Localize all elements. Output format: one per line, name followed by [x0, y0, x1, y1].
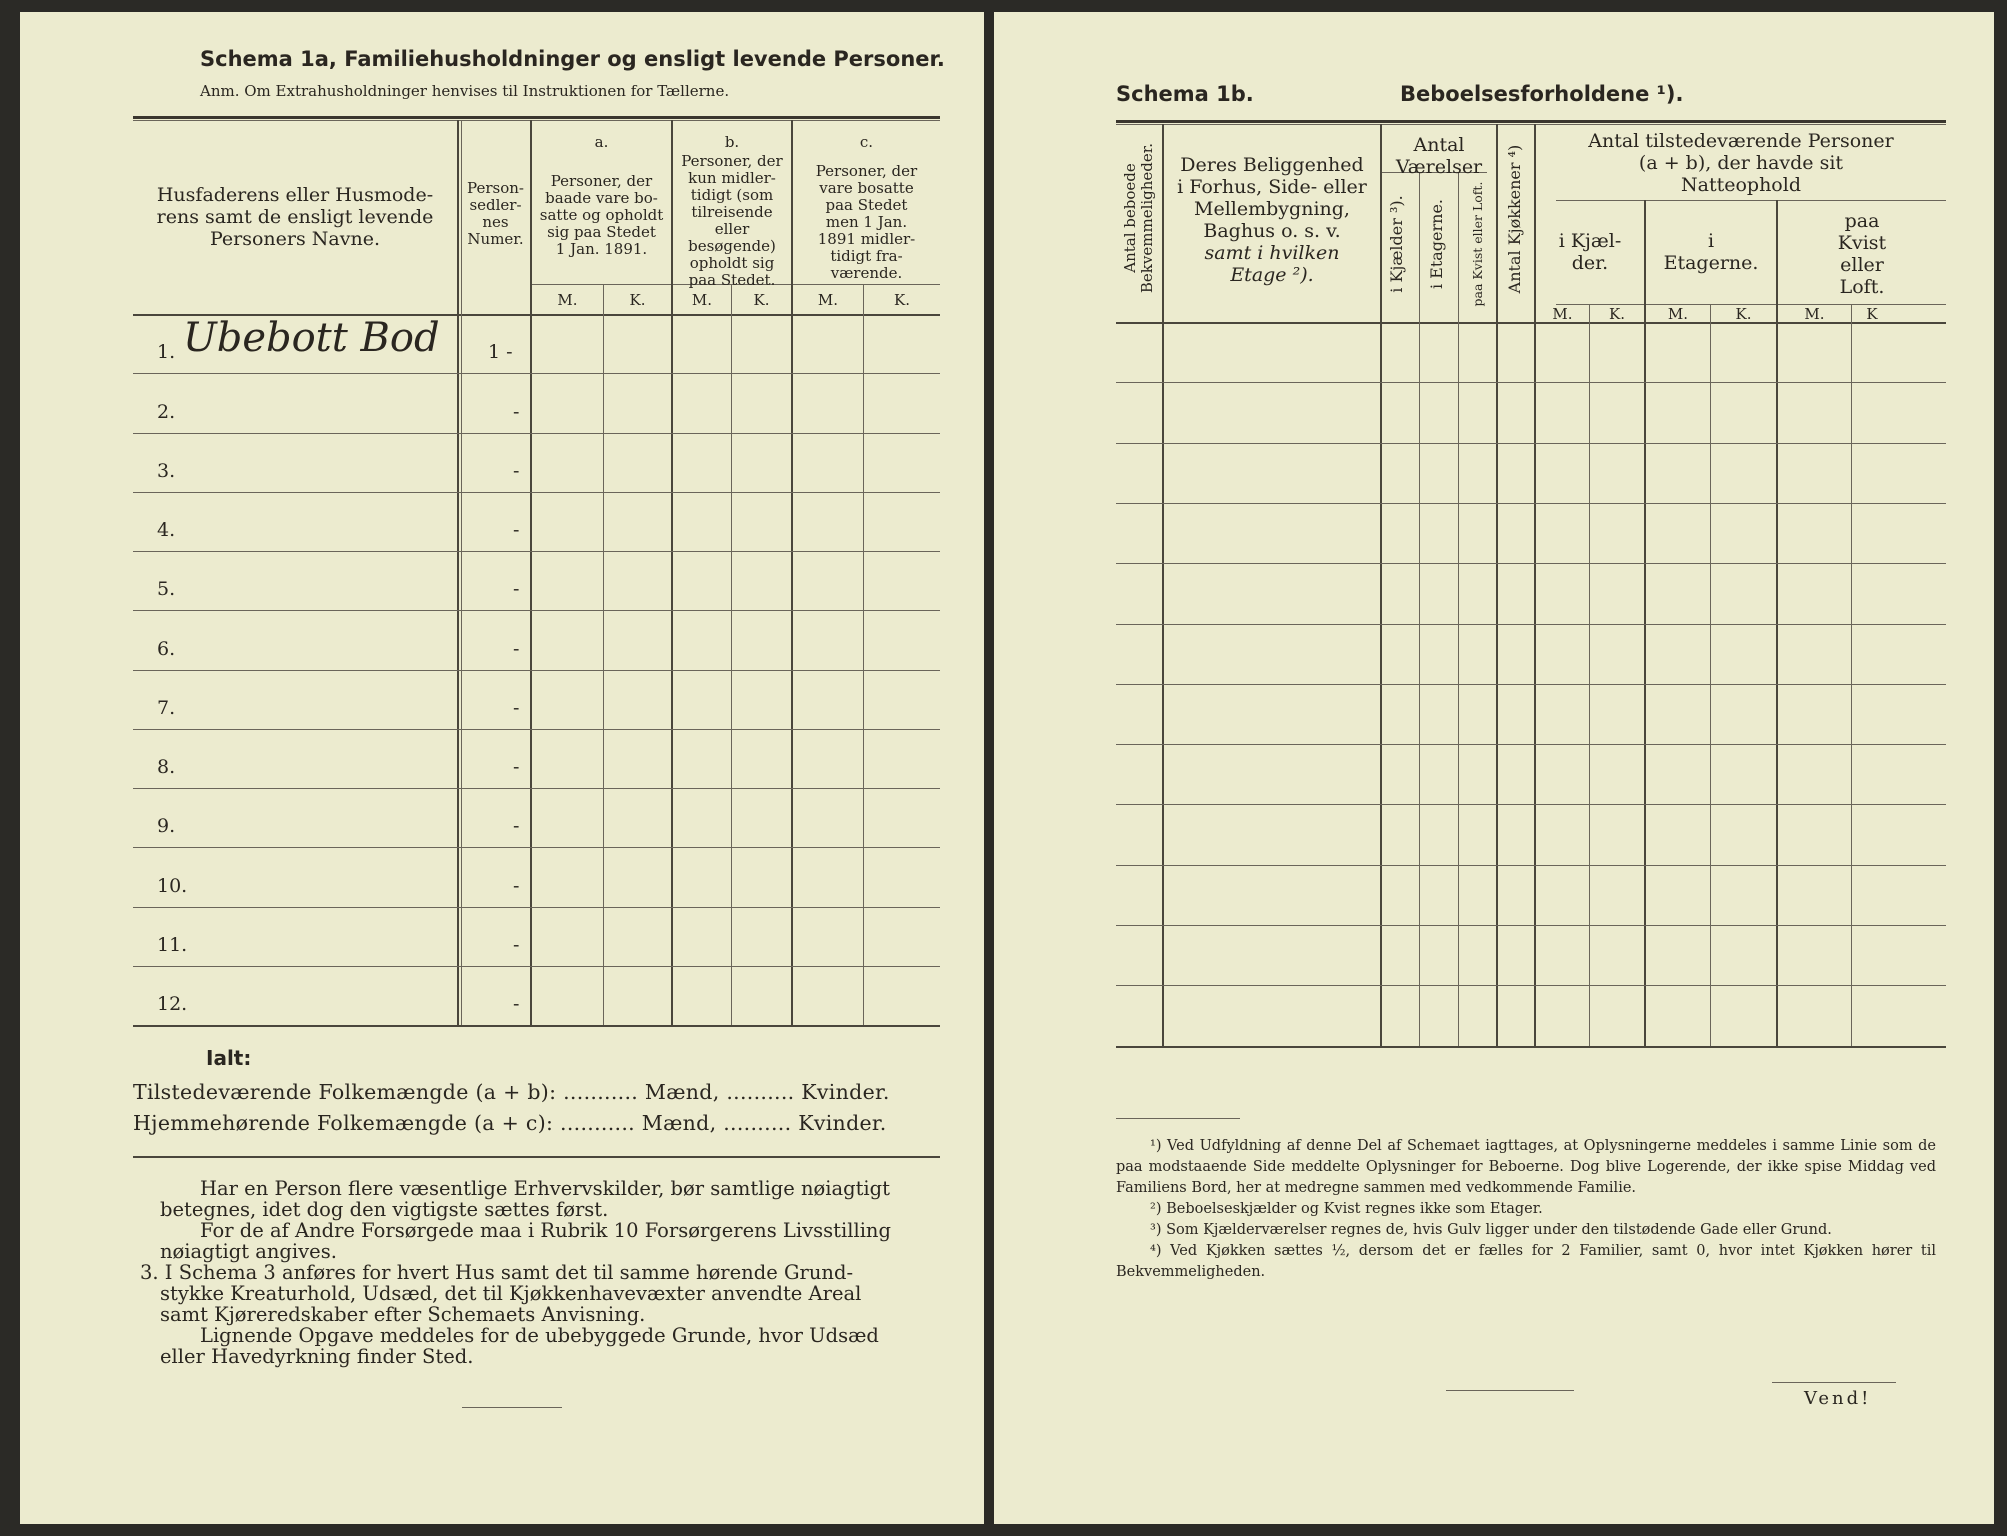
end-rule	[1446, 1390, 1574, 1391]
mk-label: K.	[1609, 305, 1625, 323]
vline-p2-mk	[1710, 304, 1711, 1046]
mk-label: K.	[753, 291, 770, 309]
person-number: -	[513, 519, 520, 541]
person-number: -	[513, 578, 520, 601]
person-number: -	[513, 933, 520, 956]
person-number: -	[513, 400, 520, 423]
row-rule	[1116, 925, 1946, 926]
row-number: 1.	[157, 341, 176, 364]
table-row	[133, 907, 940, 966]
anm-note: Anm. Om Extrahusholdninger henvises til Instruktionen for Tællerne.	[200, 82, 730, 100]
row-number: 11.	[157, 933, 188, 956]
row-rule	[1116, 804, 1946, 805]
pers-kjaelder-header: i Kjæl- der.	[1558, 230, 1622, 274]
person-number: -	[513, 637, 520, 660]
mk-label: K.	[1735, 305, 1752, 323]
pers-kvist-header: paa Kvist eller Loft.	[1837, 210, 1887, 298]
vline-vaer	[1496, 124, 1498, 1046]
person-number: 1 -	[488, 341, 513, 364]
table-row	[133, 847, 940, 906]
table-top-rule-2	[1116, 124, 1946, 125]
col-belig-header: Deres Beliggenhed i Forhus, Side- eller Mellembygning, Baghus o. s. v. samt i hvilken Etage ²).	[1177, 154, 1367, 286]
row-rule	[1116, 563, 1946, 564]
person-number: -	[513, 815, 520, 838]
col-names-header: Husfaderens eller Husmode- rens samt de ensligt levende Personers Navne.	[156, 184, 434, 250]
row-number: 7.	[157, 696, 176, 719]
person-number: -	[513, 459, 520, 482]
person-number: -	[513, 993, 520, 1015]
col-kjok-header: Antal Kjøkkener ⁴)	[1505, 144, 1524, 294]
footnotes: ¹) Ved Udfyldning af denne Del af Schemaet iagttages, at Oplysningerne meddeles i samme Linie som de paa modstaaende Side meddelte Oplysninger for Beboerne. Dog blive Logerende, der ikke spise Middag ved Familiens Bord, her at medregne sammen med vedkommende Familie. ²) Beboelseskjælder og Kvist regnes ikke som Etager. ³) Som Kjælderværelser regnes de, hvis Gulv ligger under den tilstødende Gade eller Grund. ⁴) Ved Kjøkken sættes ½, dersom det er fælles for 2 Familier, samt 0, hvor intet Kjøkken hører til Bekvemmeligheden.	[1116, 1138, 1936, 1280]
col-c-header: c. Personer, der vare bosatte paa Stedet men 1 Jan. 1891 midler- tidigt fra- værende.	[815, 133, 918, 282]
end-rule	[462, 1407, 562, 1408]
row-rule	[1116, 865, 1946, 866]
table-top-rule-2	[133, 120, 940, 121]
mk-label: K.	[629, 291, 646, 309]
row-number: 9.	[157, 815, 176, 838]
row-number: 4.	[157, 519, 176, 541]
person-number: -	[513, 756, 520, 778]
table-row	[133, 492, 940, 551]
tilstedevaerende-total: Tilstedeværende Folkemængde (a + b): ........... Mænd, .......... Kvinder.	[133, 1080, 890, 1104]
vline-p3-mk	[1851, 304, 1852, 1046]
table-row	[133, 966, 940, 1025]
vaer-etagerne-header: i Etagerne.	[1427, 198, 1446, 290]
person-number: -	[513, 874, 520, 897]
table-row	[133, 433, 940, 492]
person-number: -	[513, 696, 520, 719]
vaer-kjaelder-header: i Kjælder ³).	[1387, 195, 1406, 293]
table-row	[133, 788, 940, 847]
vline-belig	[1380, 124, 1382, 1046]
mk-label: M.	[1804, 305, 1825, 323]
row-rule	[1116, 624, 1946, 625]
vline-p1-mk	[1589, 304, 1590, 1046]
instruction-notes: Har en Person flere væsentlige Erhvervskilder, bør samtlige nøiagtigt betegnes, idet dog den vigtigste sættes først. For de af Andre Forsørgede maa i Rubrik 10 Forsørgerens Livsstilling nøiagtigt angives. 3. I Schema 3 anføres for hvert Hus samt det til samme hørende Grund- stykke Kreaturhold, Udsæd, det til Kjøkkenhavevæxter anvendte Areal samt Kjøreredskaber efter Schemaets Anvisning. Lignende Opgave meddeles for de ubebyggede Grunde, hvor Udsæd eller Havedyrkning finder Sted.	[140, 1177, 891, 1368]
row-rule	[1116, 985, 1946, 986]
beboelses-title: Beboelsesforholdene ¹).	[1400, 82, 1684, 106]
table-row	[133, 670, 940, 729]
table-row	[133, 314, 940, 373]
pers-etagerne-header: i Etagerne.	[1663, 230, 1759, 274]
mk-label: M.	[557, 291, 578, 309]
row-number: 8.	[157, 756, 176, 778]
col-num-header: Person- sedler- nes Numer.	[467, 179, 524, 248]
footnote-rule	[1116, 1118, 1240, 1119]
mk-label: M.	[817, 291, 839, 309]
table-bottom-rule	[1116, 1046, 1946, 1048]
col-b-header: b. Personer, der kun midler- tidigt (som tilreisende eller besøgende) opholdt sig paa Stedet.	[681, 133, 783, 289]
right-page	[994, 12, 1994, 1524]
col-pers-header: Antal tilstedeværende Personer (a + b), der havde sit Natteophold	[1588, 130, 1894, 196]
vaer-kvist-header: paa Kvist eller Loft.	[1470, 181, 1485, 307]
schema-1b-title: Schema 1b.	[1116, 82, 1254, 106]
row-rule	[1116, 443, 1946, 444]
vline-vaer-2	[1458, 172, 1459, 1046]
pers-sub-rule	[1556, 200, 1946, 201]
table-row	[133, 551, 940, 610]
vend-label: Vend!	[1804, 1388, 1872, 1409]
table-row	[133, 610, 940, 669]
row-number: 2.	[157, 400, 176, 423]
row-number: 10.	[157, 874, 188, 897]
vend-rule	[1772, 1382, 1896, 1383]
mk-label: K	[1866, 305, 1878, 323]
table-bottom-rule	[133, 1025, 940, 1027]
table-row	[133, 373, 940, 432]
left-page	[20, 12, 984, 1524]
ialt-label: Ialt:	[206, 1046, 252, 1070]
hjemmehorende-total: Hjemmehørende Folkemængde (a + c): ........... Mænd, .......... Kvinder.	[133, 1111, 887, 1135]
schema-1a-title: Schema 1a, Familiehusholdninger og ensligt levende Personer.	[200, 47, 945, 71]
row-rule	[1116, 382, 1946, 383]
row-number: 12.	[157, 993, 188, 1015]
col-a-header: a. Personer, der baade vare bo- satte og opholdt sig paa Stedet 1 Jan. 1891.	[539, 133, 664, 258]
person-name: Ubebott Bod	[183, 315, 440, 362]
row-rule	[1116, 744, 1946, 745]
row-rule	[1116, 503, 1946, 504]
row-number: 3.	[157, 459, 176, 482]
mk-label: M.	[1667, 305, 1689, 323]
mk-label: K.	[894, 291, 910, 309]
row-number: 6.	[157, 637, 176, 660]
vline-vaer-1	[1419, 172, 1420, 1046]
row-rule	[1116, 684, 1946, 685]
table-top-rule	[1116, 120, 1946, 123]
row-number: 5.	[157, 578, 176, 601]
mk-label: M.	[1552, 305, 1573, 323]
table-top-rule	[133, 116, 940, 119]
table-row	[133, 729, 940, 788]
col-vaer-header: Antal Værelser	[1395, 134, 1483, 178]
col-bekv-header: Antal beboede Bekvemmeligheder.	[1121, 142, 1156, 294]
mk-label: M.	[691, 291, 713, 309]
notes-rule	[133, 1156, 940, 1158]
